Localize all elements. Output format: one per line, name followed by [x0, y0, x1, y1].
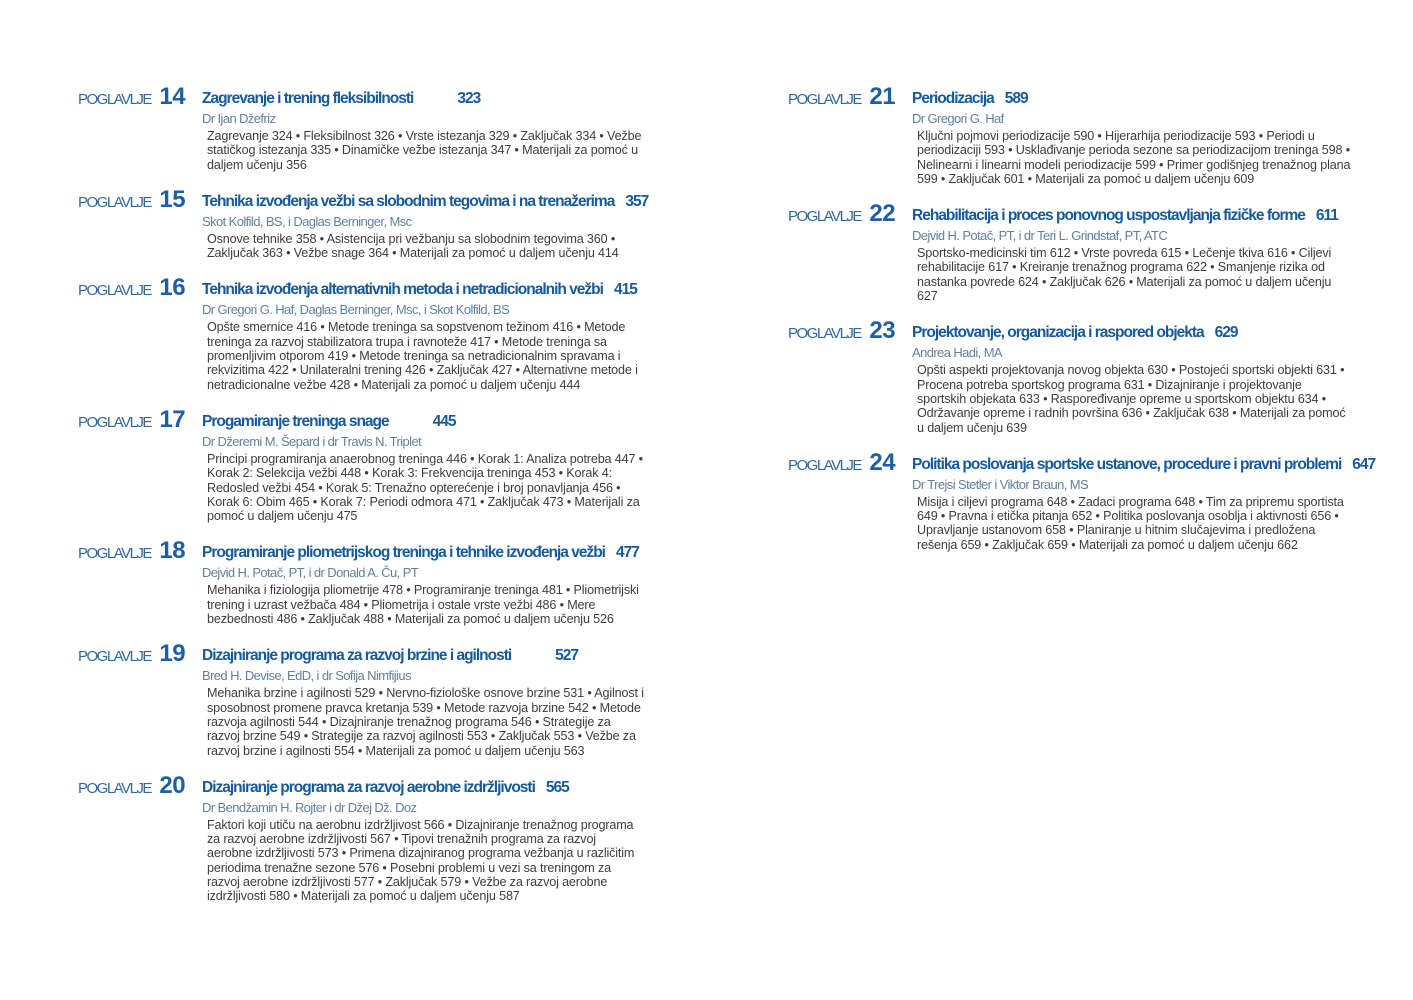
chapter-page-number: 611 [1315, 207, 1338, 225]
chapter-topics: Zagrevanje 324 • Fleksibilnost 326 • Vrste istezanja 329 • Zaključak 334 • Vežbe statičkog istezanja 335 • Dinamičke vežbe istezanja 347 • Materijali za pomoć u daljem učenju 356 [207, 129, 642, 172]
chapter-title-line [912, 324, 1356, 342]
chapter-label-text: POGLAVLJE [78, 91, 151, 108]
chapter-label [788, 83, 912, 111]
chapter-entry [202, 772, 646, 904]
chapter-title: Programiranje pliometrijskog treninga i tehnike izvođenja vežbi [202, 544, 605, 562]
chapter-topics: Principi programiranja anaerobnog treninga 446 • Korak 1: Analiza potreba 447 • Korak 2: Selekcija vežbi 448 • Korak 3: Frekvencija treninga 453 • Korak 4: Redosled vežbi 454 • Korak 5: Trenažno opterećenje i broj ponavljanja 456 • Korak 6: Obim 465 • Korak 7: Periodi odmora 471 • Zaključak 473 • Materijali za pomoć u daljem učenju 475 [207, 451, 643, 524]
chapter-page-number: 323 [457, 90, 481, 107]
toc-chapter [788, 200, 1356, 303]
chapter-entry [912, 449, 1376, 552]
chapter-authors: Dr Džeremi M. Šepard i dr Travis N. Triplet [202, 433, 422, 449]
chapter-label [78, 83, 202, 111]
chapter-label [788, 449, 912, 477]
chapter-title-line [912, 207, 1356, 225]
chapter-topics: Misija i ciljevi programa 648 • Zadaci programa 648 • Tim za pripremu sportista 649 • Pravna i etička pitanja 652 • Politika poslovanja osoblja i aktivnosti 656 • Upravljanje ustanovom 658 • Planiranje u hitnim slučajevima i predložena rešenja 659 • Zaključak 659 • Materijali za pomoć u daljem učenju 662 [917, 494, 1344, 552]
chapter-title-line [202, 90, 646, 108]
chapter-title: Zagrevanje i trening fleksibilnosti [202, 90, 414, 107]
chapter-entry [912, 200, 1356, 303]
toc-chapter [78, 772, 646, 904]
chapter-number: 23 [869, 317, 896, 345]
chapter-entry [202, 406, 646, 523]
chapter-title-line [202, 413, 646, 431]
chapter-title: Progamiranje treninga snage [202, 412, 389, 430]
toc-chapter [78, 274, 646, 391]
chapter-entry [202, 274, 646, 391]
chapter-label-text: POGLAVLJE [788, 456, 861, 474]
chapter-entry [202, 640, 646, 757]
chapter-authors: Dr Gregori G. Haf, Daglas Berninger, Msc, i Skot Kolfild, BS [202, 302, 510, 318]
chapter-authors: Dr Gregori G. Haf [912, 111, 1004, 126]
chapter-title: Dizajniranje programa za razvoj aerobne izdržljivosti [202, 778, 535, 796]
toc-chapter [788, 83, 1356, 186]
chapter-label [78, 640, 202, 668]
chapter-title: Rehabilitacija i proces ponovnog uspostavljanja fizičke forme [912, 207, 1305, 225]
chapter-entry [202, 186, 649, 261]
chapter-label-text: POGLAVLJE [78, 779, 151, 797]
chapter-label-text: POGLAVLJE [78, 545, 151, 563]
chapter-label [78, 537, 202, 565]
toc-chapter [788, 448, 1376, 552]
chapter-entry [202, 537, 646, 626]
chapter-authors: Andrea Hadi, MA [912, 345, 1002, 361]
chapter-number: 14 [159, 83, 186, 110]
chapter-label [78, 772, 202, 800]
chapter-topics: Mehanika brzine i agilnosti 529 • Nervno-fiziološke osnove brzine 531 • Agilnost i sposobnost promene pravca kretanja 539 • Metode razvoja brzine 542 • Metode razvoja agilnosti 544 • Dizajniranje trenažnog programa 546 • Strategije za razvoj brzine 549 • Strategije za razvoj agilnosti 553 • Zaključak 553 • Vežbe za razvoj brzine i agilnosti 554 • Materijali za pomoć u daljem učenju 563 [207, 686, 644, 758]
chapter-topics: Faktori koji utiču na aerobnu izdržljivost 566 • Dizajniranje trenažnog programa za razvoj aerobne izdržljivosti 567 • Tipovi trenažnih programa za razvoj aerobne izdržljivosti 573 • Primena dizajniranog programa vežbanja u različitim periodima trenažne sezone 576 • Posebni problemi u vezi sa treningom za razvoj aerobne izdržljivosti 577 • Zaključak 579 • Vežbe za razvoj aerobne izdržljivosti 580 • Materijali za pomoć u daljem učenju 587 [207, 817, 635, 904]
chapter-label-text: POGLAVLJE [788, 91, 861, 108]
toc-chapter [78, 640, 646, 757]
chapter-entry [202, 83, 646, 172]
chapter-page-number: 445 [432, 412, 456, 430]
chapter-page-number: 357 [625, 192, 649, 210]
chapter-number: 17 [159, 405, 186, 433]
chapter-number: 19 [159, 640, 186, 668]
chapter-number: 22 [869, 200, 896, 228]
chapter-topics: Mehanika i fiziologija pliometrije 478 • Programiranje treninga 481 • Pliometrijski trening i uzrast vežbača 484 • Pliometrija i ostale vrste vežbi 486 • Mere bezbednosti 486 • Zaključak 488 • Materijali za pomoć u daljem učenju 526 [207, 583, 639, 627]
chapter-topics: Sportsko-medicinski tim 612 • Vrste povreda 615 • Lečenje tkiva 616 • Ciljevi rehabilitacije 617 • Kreiranje trenažnog programa 622 • Smanjenje rizika od nastanka povrede 624 • Zaključak 626 • Materijali za pomoć u daljem učenju 627 [917, 246, 1332, 304]
chapter-page-number: 415 [613, 281, 637, 299]
chapter-title: Dizajniranje programa za razvoj brzine i agilnosti [202, 647, 512, 665]
chapter-label [788, 200, 912, 228]
chapter-label-text: POGLAVLJE [78, 282, 151, 300]
chapter-title: Periodizacija [912, 90, 994, 107]
chapter-page-number: 477 [615, 544, 639, 562]
chapter-authors: Dejvid H. Potač, PT, i dr Teri L. Grindstaf, PT, ATC [912, 228, 1168, 244]
chapter-authors: Dr Trejsi Stetler i Viktor Braun, MS [912, 476, 1089, 492]
chapter-entry [912, 317, 1356, 434]
toc-column-left [78, 83, 649, 918]
chapter-title-line [912, 455, 1376, 474]
chapter-title-line [912, 90, 1356, 108]
chapter-authors: Skot Kolfild, BS, i Daglas Berninger, Msc [202, 213, 412, 229]
chapter-page-number: 629 [1214, 324, 1238, 342]
chapter-title-line [202, 647, 646, 665]
chapter-label [78, 186, 202, 214]
chapter-title: Tehnika izvođenja vežbi sa slobodnim tegovima i na trenažerima [202, 192, 615, 210]
chapter-number: 15 [159, 185, 186, 213]
chapter-number: 18 [159, 537, 186, 565]
chapter-title-line [202, 192, 649, 211]
chapter-label [78, 406, 202, 434]
chapter-label-text: POGLAVLJE [78, 413, 151, 431]
chapter-title-line [202, 544, 646, 562]
chapter-authors: Dr Bendžamin H. Rojter i dr Džej Dž. Doz [202, 799, 417, 815]
chapter-label [78, 274, 202, 302]
chapter-authors: Dejvid H. Potač, PT, i dr Donald A. Ču, PT [202, 565, 419, 581]
chapter-number: 16 [159, 274, 186, 302]
chapter-authors: Bred H. Devise, EdD, i dr Sofija Nimfijius [202, 668, 411, 684]
chapter-authors: Dr Ijan Džefriz [202, 111, 276, 126]
chapter-title: Politika poslovanja sportske ustanove, procedure i pravni problemi [912, 455, 1342, 473]
toc-column-right [788, 83, 1376, 566]
chapter-page-number: 565 [545, 778, 569, 796]
chapter-topics: Ključni pojmovi periodizacije 590 • Hijerarhija periodizacije 593 • Periodi u periodizaciji 593 • Usklađivanje perioda sezone sa periodizacijom treninga 598 • Nelinearni i linearni modeli periodizacije 599 • Primer godišnjeg trenažnog plana 599 • Zaključak 601 • Materijali za pomoć u daljem učenju 609 [917, 129, 1351, 186]
chapter-number: 20 [159, 771, 186, 799]
chapter-topics: Osnove tehnike 358 • Asistencija pri vežbanju sa slobodnim tegovima 360 • Zaključak 363 • Vežbe snage 364 • Materijali za pomoć u daljem učenju 414 [207, 231, 619, 261]
chapter-label-text: POGLAVLJE [788, 208, 861, 226]
chapter-page-number: 647 [1352, 455, 1376, 473]
chapter-label-text: POGLAVLJE [78, 648, 151, 666]
chapter-label [788, 317, 912, 345]
chapter-entry [912, 83, 1356, 186]
chapter-title: Tehnika izvođenja alternativnih metoda i netradicionalnih vežbi [202, 281, 603, 299]
chapter-topics: Opšti aspekti projektovanja novog objekta 630 • Postojeći sportski objekti 631 • Procena potreba sportskog programa 631 • Dizajniranje i projektovanje sportskih objekata 633 • Raspoređivanje opreme u sportskom objektu 634 • Održavanje opreme i radnih površina 636 • Zaključak 638 • Materijali za pomoć u daljem učenju 639 [917, 363, 1346, 435]
chapter-page-number: 527 [555, 647, 579, 665]
toc-chapter [78, 537, 646, 626]
chapter-page-number: 589 [1004, 90, 1028, 107]
toc-chapter [78, 185, 649, 261]
toc-chapter [78, 406, 646, 523]
chapter-title-line [202, 281, 646, 299]
toc-chapter [788, 317, 1356, 434]
chapter-label-text: POGLAVLJE [788, 325, 861, 343]
chapter-number: 21 [869, 83, 896, 110]
chapter-number: 24 [869, 448, 896, 476]
chapter-label-text: POGLAVLJE [78, 193, 151, 211]
chapter-title: Projektovanje, organizacija i raspored objekta [912, 324, 1204, 342]
chapter-topics: Opšte smernice 416 • Metode treninga sa sopstvenom težinom 416 • Metode treninga za razvoj stabilizatora trupa i ravnoteže 417 • Metode treninga sa promenljivim otporom 419 • Metode treninga sa netradicionalnim spravama i rekvizitima 422 • Unilateralni trening 426 • Zaključak 427 • Alternativne metode i netradicionalne vežbe 428 • Materijali za pomoć u daljem učenju 444 [207, 320, 638, 392]
toc-chapter [78, 83, 646, 172]
chapter-title-line [202, 779, 646, 797]
